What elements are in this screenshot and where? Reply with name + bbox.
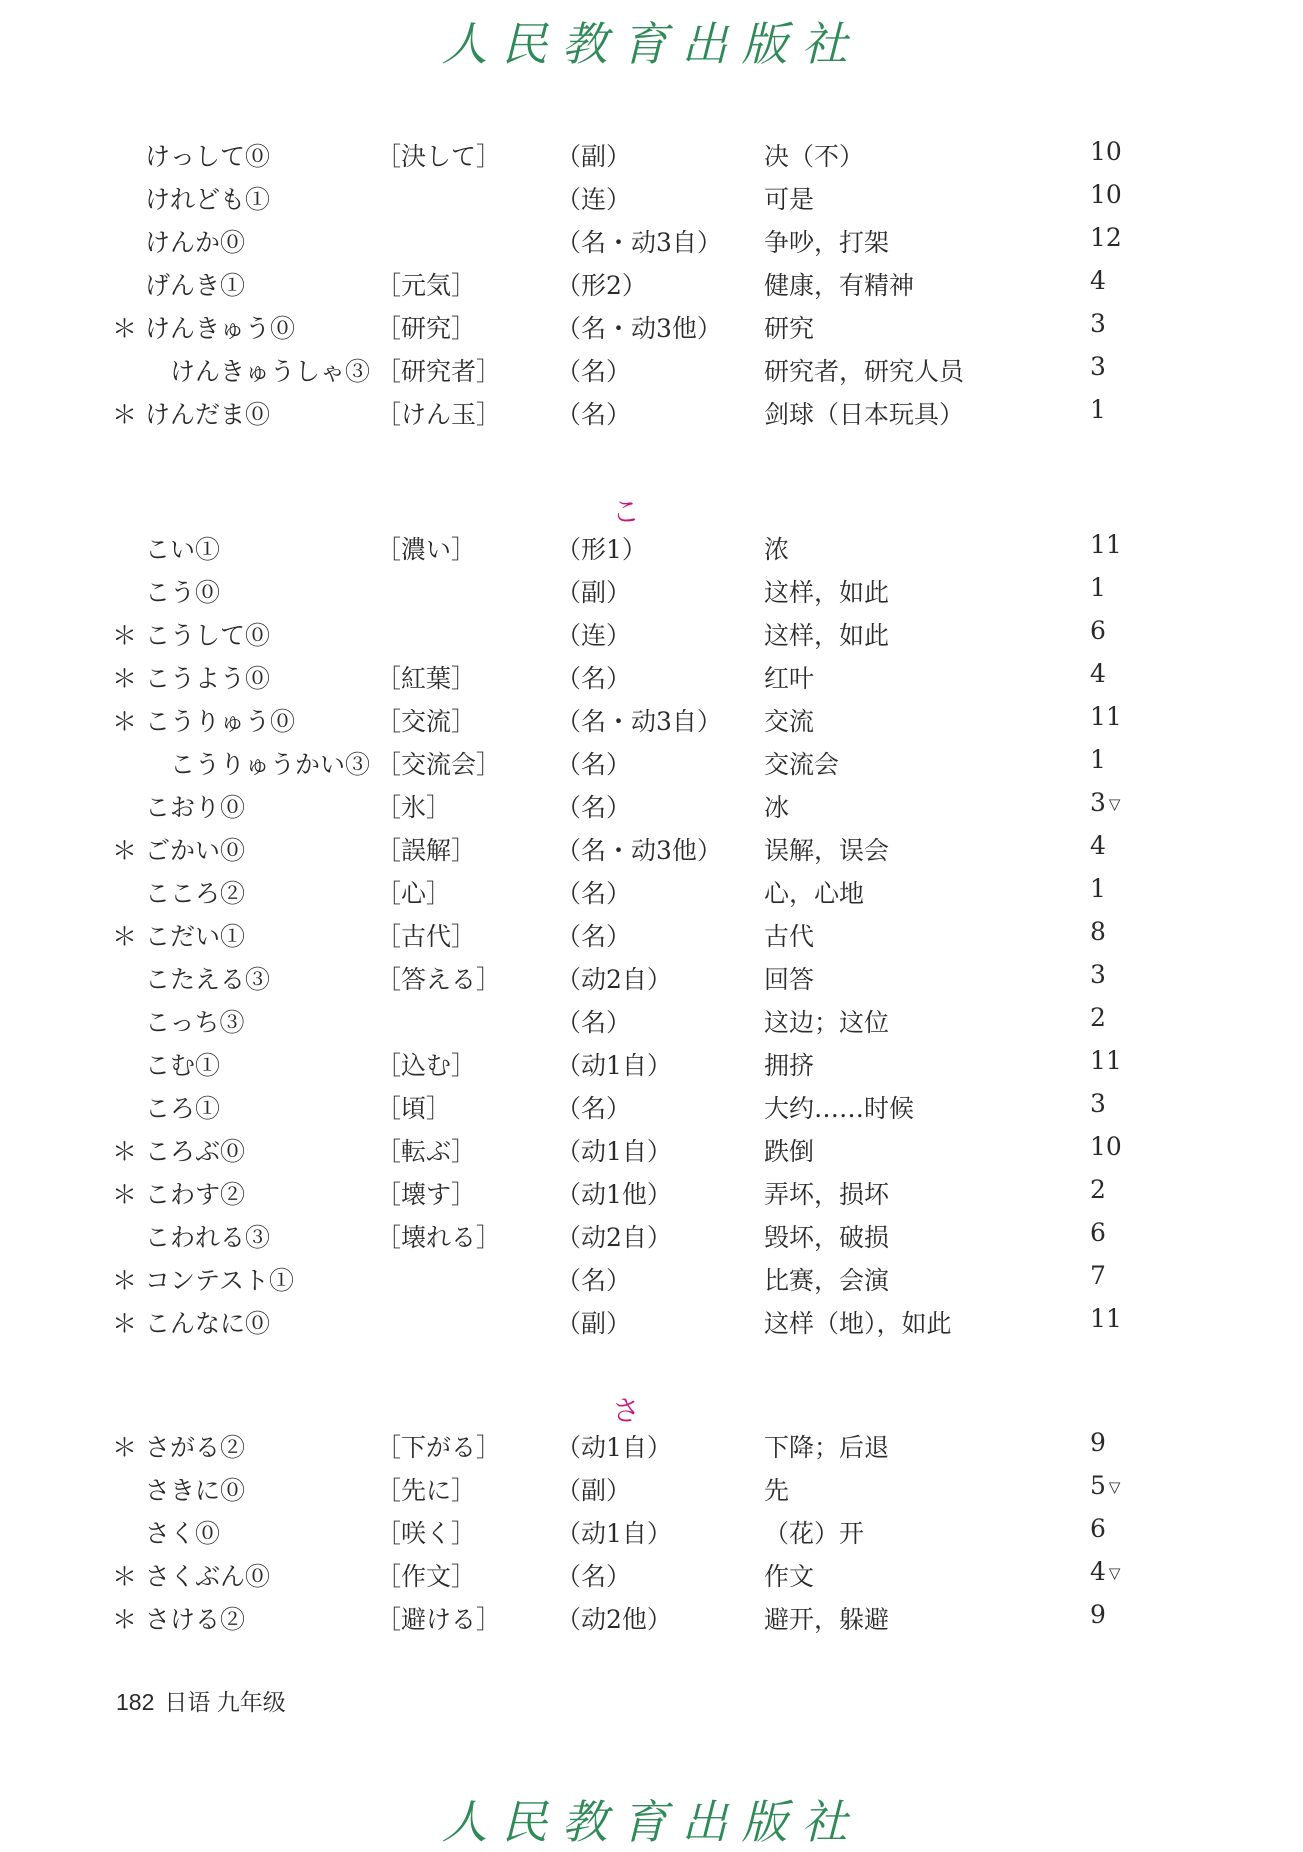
- entry-reading: けっして⓪: [145, 142, 271, 171]
- entry-kanji: ［交流］: [376, 707, 477, 736]
- entry-reading: こだい①: [145, 922, 246, 951]
- entry-reading: ころぶ⓪: [145, 1137, 246, 1166]
- entry-star: ＊: [112, 621, 138, 650]
- entry-reading: さくぶん⓪: [145, 1562, 271, 1591]
- entry-lesson: 1: [1090, 874, 1106, 903]
- entry-kanji: ［元気］: [376, 271, 477, 300]
- entry-lesson: 6: [1090, 616, 1106, 645]
- glossary-entry: [0, 1557, 1303, 1597]
- entry-reading: こんなに⓪: [145, 1309, 271, 1338]
- entry-meaning: 研究: [764, 314, 815, 343]
- entry-pos: （动1自）: [556, 1433, 672, 1462]
- publisher-logo-footer: 人民教育出版社: [441, 1795, 862, 1849]
- entry-star: ＊: [112, 1266, 138, 1295]
- triangle-mark-icon: ▽: [1108, 1478, 1121, 1496]
- glossary-entry: [0, 1261, 1303, 1301]
- book-title: 日语 九年级: [164, 1689, 286, 1715]
- entry-meaning: 拥挤: [764, 1051, 815, 1080]
- entry-meaning: 剑球（日本玩具）: [764, 400, 965, 429]
- entry-pos: （名・动3自）: [556, 228, 722, 257]
- page-footer: [116, 1684, 296, 1717]
- entry-pos: （名）: [556, 1008, 632, 1037]
- entry-meaning: 跌倒: [764, 1137, 815, 1166]
- entry-reading: こころ②: [145, 879, 246, 908]
- entry-meaning: 避开，躲避: [764, 1605, 890, 1634]
- entry-pos: （名）: [556, 1562, 632, 1591]
- entry-kanji: ［けん玉］: [376, 400, 502, 429]
- entry-kanji: ［先に］: [376, 1476, 477, 1505]
- entry-kanji: ［下がる］: [376, 1433, 502, 1462]
- entry-meaning: 回答: [764, 965, 815, 994]
- entry-meaning: 心，心地: [764, 879, 865, 908]
- entry-pos: （形2）: [556, 271, 647, 300]
- entry-meaning: 下降；后退: [764, 1433, 890, 1462]
- entry-pos: （名・动3他）: [556, 836, 722, 865]
- entry-reading: けんか⓪: [145, 228, 246, 257]
- entry-lesson: 6: [1090, 1218, 1106, 1247]
- entry-lesson: 11: [1090, 530, 1122, 559]
- glossary-entry: [0, 1089, 1303, 1129]
- entry-reading: さきに⓪: [145, 1476, 246, 1505]
- entry-star: ＊: [112, 400, 138, 429]
- glossary-entry: [0, 266, 1303, 306]
- triangle-mark-icon: ▽: [1108, 1564, 1121, 1582]
- entry-pos: （动2他）: [556, 1605, 672, 1634]
- entry-star: ＊: [112, 1309, 138, 1338]
- entry-star: ＊: [112, 1605, 138, 1634]
- entry-lesson: 3: [1090, 1089, 1106, 1118]
- glossary-entry: [0, 917, 1303, 957]
- entry-meaning: 这边；这位: [764, 1008, 890, 1037]
- entry-pos: （名）: [556, 793, 632, 822]
- glossary-entry: [0, 1003, 1303, 1043]
- entry-star: ＊: [112, 836, 138, 865]
- glossary-entry: [0, 960, 1303, 1000]
- glossary-entry: [0, 616, 1303, 656]
- entry-reading: ころ①: [145, 1094, 221, 1123]
- entry-reading: こおり⓪: [145, 793, 246, 822]
- section-heading: こ: [611, 495, 640, 528]
- section-heading: さ: [611, 1394, 640, 1427]
- entry-lesson: 7: [1090, 1261, 1106, 1290]
- glossary-entry: [0, 1218, 1303, 1258]
- glossary-entry: [0, 530, 1303, 570]
- entry-star: ＊: [112, 664, 138, 693]
- entry-reading: げんき①: [145, 271, 246, 300]
- entry-lesson: 8: [1090, 917, 1106, 946]
- entry-meaning: 作文: [764, 1562, 815, 1591]
- entry-lesson: 3: [1090, 788, 1106, 817]
- entry-lesson: 10: [1090, 1132, 1122, 1161]
- glossary-entry: [0, 573, 1303, 613]
- entry-lesson: 9: [1090, 1428, 1106, 1457]
- entry-kanji: ［頃］: [376, 1094, 452, 1123]
- entry-meaning: 红叶: [764, 664, 815, 693]
- entry-reading: こわす②: [145, 1180, 246, 1209]
- entry-pos: （副）: [556, 1476, 632, 1505]
- entry-star: ＊: [112, 922, 138, 951]
- glossary-entry: [0, 874, 1303, 914]
- entry-meaning: 这样（地），如此: [764, 1309, 952, 1338]
- entry-pos: （名）: [556, 750, 632, 779]
- triangle-mark-icon: ▽: [1108, 795, 1121, 813]
- entry-kanji: ［決して］: [376, 142, 502, 171]
- glossary-entry: [0, 223, 1303, 263]
- entry-lesson-cell: [1090, 1557, 1120, 1586]
- entry-meaning: 浓: [764, 535, 790, 564]
- entry-lesson-cell: [1090, 1471, 1120, 1500]
- entry-reading: けんだま⓪: [145, 400, 271, 429]
- glossary-entry: [0, 1132, 1303, 1172]
- entry-lesson: 9: [1090, 1600, 1106, 1629]
- entry-lesson: 2: [1090, 1175, 1106, 1204]
- entry-pos: （动1自）: [556, 1137, 672, 1166]
- entry-reading: けんきゅう⓪: [145, 314, 296, 343]
- entry-pos: （副）: [556, 578, 632, 607]
- entry-lesson: 10: [1090, 180, 1122, 209]
- entry-meaning: 比赛，会演: [764, 1266, 890, 1295]
- entry-star: ＊: [112, 1433, 138, 1462]
- entry-lesson: 3: [1090, 352, 1106, 381]
- entry-kanji: ［研究］: [376, 314, 477, 343]
- entry-pos: （名）: [556, 922, 632, 951]
- entry-kanji: ［古代］: [376, 922, 477, 951]
- entry-reading: こい①: [145, 535, 221, 564]
- entry-reading: けんきゅうしゃ③: [170, 357, 371, 386]
- page-number: 182: [116, 1689, 155, 1715]
- glossary-entry: [0, 702, 1303, 742]
- glossary-entry: [0, 1428, 1303, 1468]
- entry-reading: こう⓪: [145, 578, 221, 607]
- entry-lesson-cell: [1090, 788, 1120, 817]
- entry-reading: さける②: [145, 1605, 246, 1634]
- entry-lesson: 1: [1090, 573, 1106, 602]
- entry-lesson: 11: [1090, 1046, 1122, 1075]
- entry-reading: こうりゅうかい③: [170, 750, 371, 779]
- entry-pos: （连）: [556, 185, 632, 214]
- entry-pos: （名）: [556, 1094, 632, 1123]
- entry-pos: （名）: [556, 879, 632, 908]
- entry-lesson: 4: [1090, 266, 1106, 295]
- entry-pos: （连）: [556, 621, 632, 650]
- entry-reading: さく⓪: [145, 1519, 221, 1548]
- entry-kanji: ［紅葉］: [376, 664, 477, 693]
- entry-lesson: 1: [1090, 395, 1106, 424]
- entry-meaning: 冰: [764, 793, 790, 822]
- glossary-entry: [0, 1304, 1303, 1344]
- entry-meaning: 大约……时候: [764, 1094, 915, 1123]
- entry-pos: （副）: [556, 1309, 632, 1338]
- entry-kanji: ［答える］: [376, 965, 502, 994]
- entry-lesson: 11: [1090, 702, 1122, 731]
- entry-kanji: ［避ける］: [376, 1605, 502, 1634]
- entry-reading: コンテスト①: [145, 1266, 295, 1295]
- entry-kanji: ［交流会］: [376, 750, 502, 779]
- entry-meaning: 决（不）: [764, 142, 865, 171]
- entry-pos: （动1自）: [556, 1051, 672, 1080]
- entry-pos: （名）: [556, 357, 632, 386]
- entry-reading: こうよう⓪: [145, 664, 271, 693]
- entry-star: ＊: [112, 707, 138, 736]
- entry-kanji: ［心］: [376, 879, 452, 908]
- entry-kanji: ［壊す］: [376, 1180, 477, 1209]
- entry-lesson: 5: [1090, 1471, 1106, 1500]
- entry-lesson: 10: [1090, 137, 1122, 166]
- entry-pos: （动2自）: [556, 965, 672, 994]
- entry-kanji: ［誤解］: [376, 836, 477, 865]
- entry-lesson: 6: [1090, 1514, 1106, 1543]
- entry-reading: こっち③: [145, 1008, 245, 1037]
- glossary-subentry: [0, 745, 1303, 785]
- entry-lesson: 2: [1090, 1003, 1106, 1032]
- entry-reading: こむ①: [145, 1051, 221, 1080]
- entry-kanji: ［濃い］: [376, 535, 477, 564]
- entry-meaning: （花）开: [764, 1519, 865, 1548]
- entry-pos: （动1他）: [556, 1180, 672, 1209]
- glossary-entry: [0, 395, 1303, 435]
- entry-reading: ごかい⓪: [145, 836, 246, 865]
- glossary-entry: [0, 1471, 1303, 1511]
- entry-kanji: ［転ぶ］: [376, 1137, 477, 1166]
- entry-meaning: 先: [764, 1476, 790, 1505]
- glossary-entry: [0, 180, 1303, 220]
- glossary-entry: [0, 831, 1303, 871]
- entry-pos: （动1自）: [556, 1519, 672, 1548]
- entry-meaning: 交流: [764, 707, 815, 736]
- entry-star: ＊: [112, 1180, 138, 1209]
- entry-kanji: ［込む］: [376, 1051, 477, 1080]
- entry-kanji: ［作文］: [376, 1562, 477, 1591]
- glossary-subentry: [0, 352, 1303, 392]
- entry-reading: けれども①: [145, 185, 271, 214]
- entry-reading: こわれる③: [145, 1223, 271, 1252]
- entry-meaning: 误解，误会: [764, 836, 890, 865]
- entry-reading: こたえる③: [145, 965, 271, 994]
- entry-pos: （副）: [556, 142, 632, 171]
- entry-pos: （名）: [556, 400, 632, 429]
- glossary-entry: [0, 659, 1303, 699]
- entry-meaning: 可是: [764, 185, 815, 214]
- entry-kanji: ［研究者］: [376, 357, 502, 386]
- entry-kanji: ［氷］: [376, 793, 452, 822]
- entry-star: ＊: [112, 1562, 138, 1591]
- entry-lesson: 11: [1090, 1304, 1122, 1333]
- glossary-entry: [0, 1046, 1303, 1086]
- entry-pos: （名・动3自）: [556, 707, 722, 736]
- glossary-entry: [0, 137, 1303, 177]
- entry-kanji: ［咲く］: [376, 1519, 477, 1548]
- entry-meaning: 争吵，打架: [764, 228, 890, 257]
- glossary-entry: [0, 1514, 1303, 1554]
- entry-lesson: 3: [1090, 960, 1106, 989]
- entry-pos: （动2自）: [556, 1223, 672, 1252]
- entry-lesson: 4: [1090, 659, 1106, 688]
- entry-star: ＊: [112, 1137, 138, 1166]
- entry-meaning: 毁坏，破损: [764, 1223, 890, 1252]
- publisher-logo-header: 人民教育出版社: [441, 17, 862, 71]
- entry-pos: （名）: [556, 664, 632, 693]
- entry-meaning: 这样，如此: [764, 621, 890, 650]
- entry-reading: こうりゅう⓪: [145, 707, 296, 736]
- glossary-entry: [0, 1600, 1303, 1640]
- entry-meaning: 古代: [764, 922, 815, 951]
- entry-star: ＊: [112, 314, 138, 343]
- entry-meaning: 弄坏，损坏: [764, 1180, 890, 1209]
- entry-reading: さがる②: [145, 1433, 246, 1462]
- entry-reading: こうして⓪: [145, 621, 271, 650]
- entry-lesson: 12: [1090, 223, 1122, 252]
- glossary-entry: [0, 1175, 1303, 1215]
- entry-kanji: ［壊れる］: [376, 1223, 502, 1252]
- entry-meaning: 这样，如此: [764, 578, 890, 607]
- glossary-entry: [0, 309, 1303, 349]
- entry-meaning: 研究者，研究人员: [764, 357, 965, 386]
- entry-lesson: 4: [1090, 1557, 1106, 1586]
- entry-pos: （形1）: [556, 535, 647, 564]
- entry-pos: （名・动3他）: [556, 314, 722, 343]
- glossary-entry: [0, 788, 1303, 828]
- entry-meaning: 交流会: [764, 750, 840, 779]
- entry-lesson: 1: [1090, 745, 1106, 774]
- entry-pos: （名）: [556, 1266, 632, 1295]
- entry-meaning: 健康，有精神: [764, 271, 915, 300]
- entry-lesson: 3: [1090, 309, 1106, 338]
- entry-lesson: 4: [1090, 831, 1106, 860]
